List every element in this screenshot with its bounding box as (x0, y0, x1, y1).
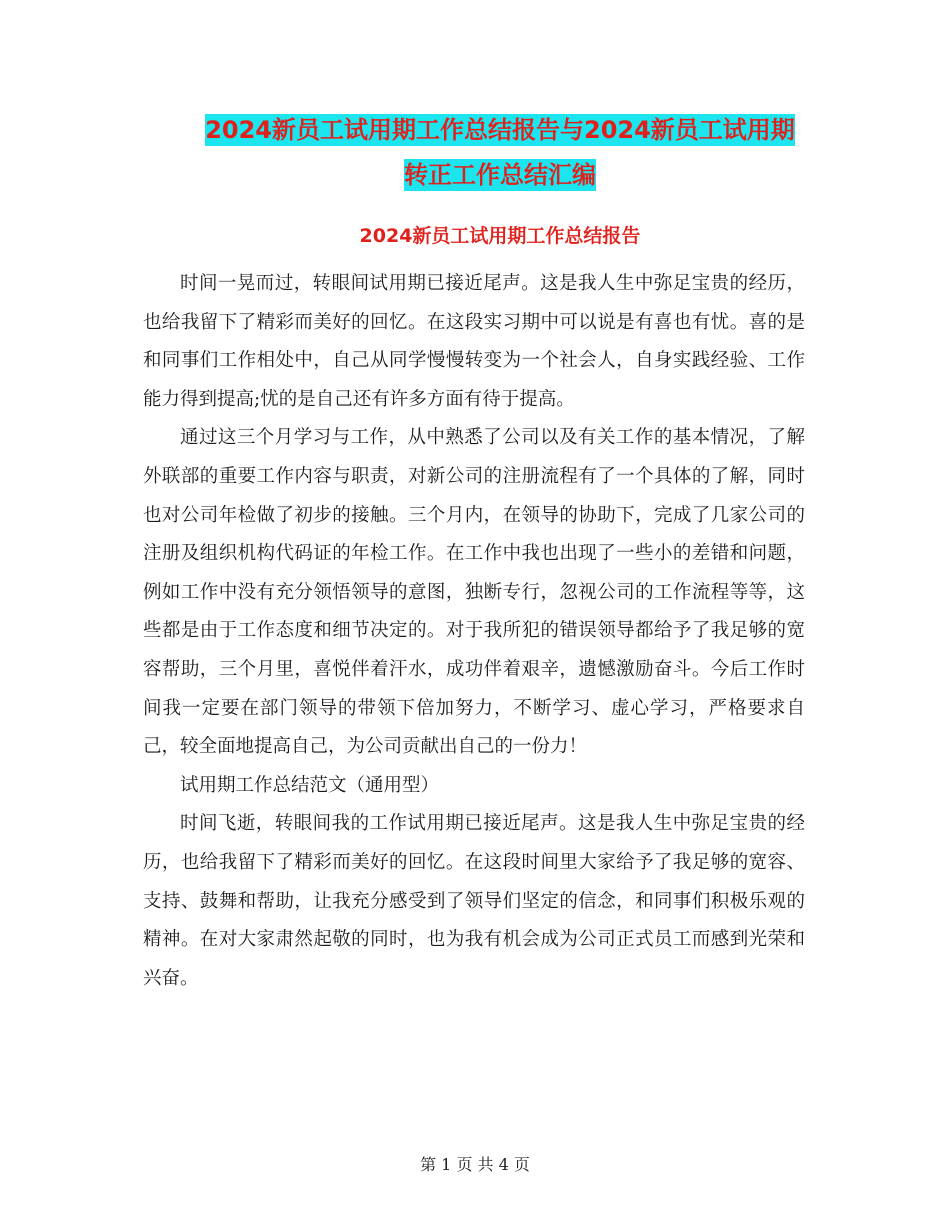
paragraph: 时间飞逝，转眼间我的工作试用期已接近尾声。这是我人生中弥足宝贵的经历，也给我留下了精彩而美好的回忆。在这段时间里大家给予了我足够的宽容、支持、鼓舞和帮助，让我充分感受到了领导们坚定的信念，和同事们积极乐观的精神。在对大家肃然起敬的同时，也为我有机会成为公司正式员工而感到光荣和兴奋。 (143, 813, 805, 989)
paragraph: 通过这三个月学习与工作，从中熟悉了公司以及有关工作的基本情况，了解外联部的重要工作内容与职责，对新公司的注册流程有了一个具体的了解，同时也对公司年检做了初步的接触。三个月内，在领导的协助下，完成了几家公司的注册及组织机构代码证的年检工作。在工作中我也出现了一些小的差错和问题，例如工作中没有充分领悟领导的意图，独断专行，忽视公司的工作流程等等，这些都是由于工作态度和细节决定的。对于我所犯的错误领导都给予了我足够的宽容帮助，三个月里，喜悦伴着汗水，成功伴着艰辛，遗憾激励奋斗。今后工作时间我一定要在部门领导的带领下倍加努力，不断学习、虚心学习，严格要求自己，较全面地提高自己，为公司贡献出自己的一份力！ (143, 427, 805, 758)
paragraph-heading: 试用期工作总结范文（通用型） (180, 774, 440, 796)
document-body (143, 265, 805, 998)
page-number: 第 1 页 共 4 页 (420, 1155, 530, 1174)
title-highlight: 2024新员工试用期工作总结报告与2024新员工试用期 (205, 116, 795, 144)
title-highlight: 转正工作总结汇编 (404, 161, 596, 189)
section-title: 2024新员工试用期工作总结报告 (359, 225, 641, 247)
paragraph: 时间一晃而过，转眼间试用期已接近尾声。这是我人生中弥足宝贵的经历，也给我留下了精彩而美好的回忆。在这段实习期中可以说是有喜也有忧。喜的是和同事们工作相处中，自己从同学慢慢转变为一个社会人，自身实践经验、工作能力得到提高;忧的是自己还有许多方面有待于提高。 (143, 273, 805, 410)
document-title-line-1 (140, 106, 860, 154)
document-title-line-2 (140, 151, 860, 199)
